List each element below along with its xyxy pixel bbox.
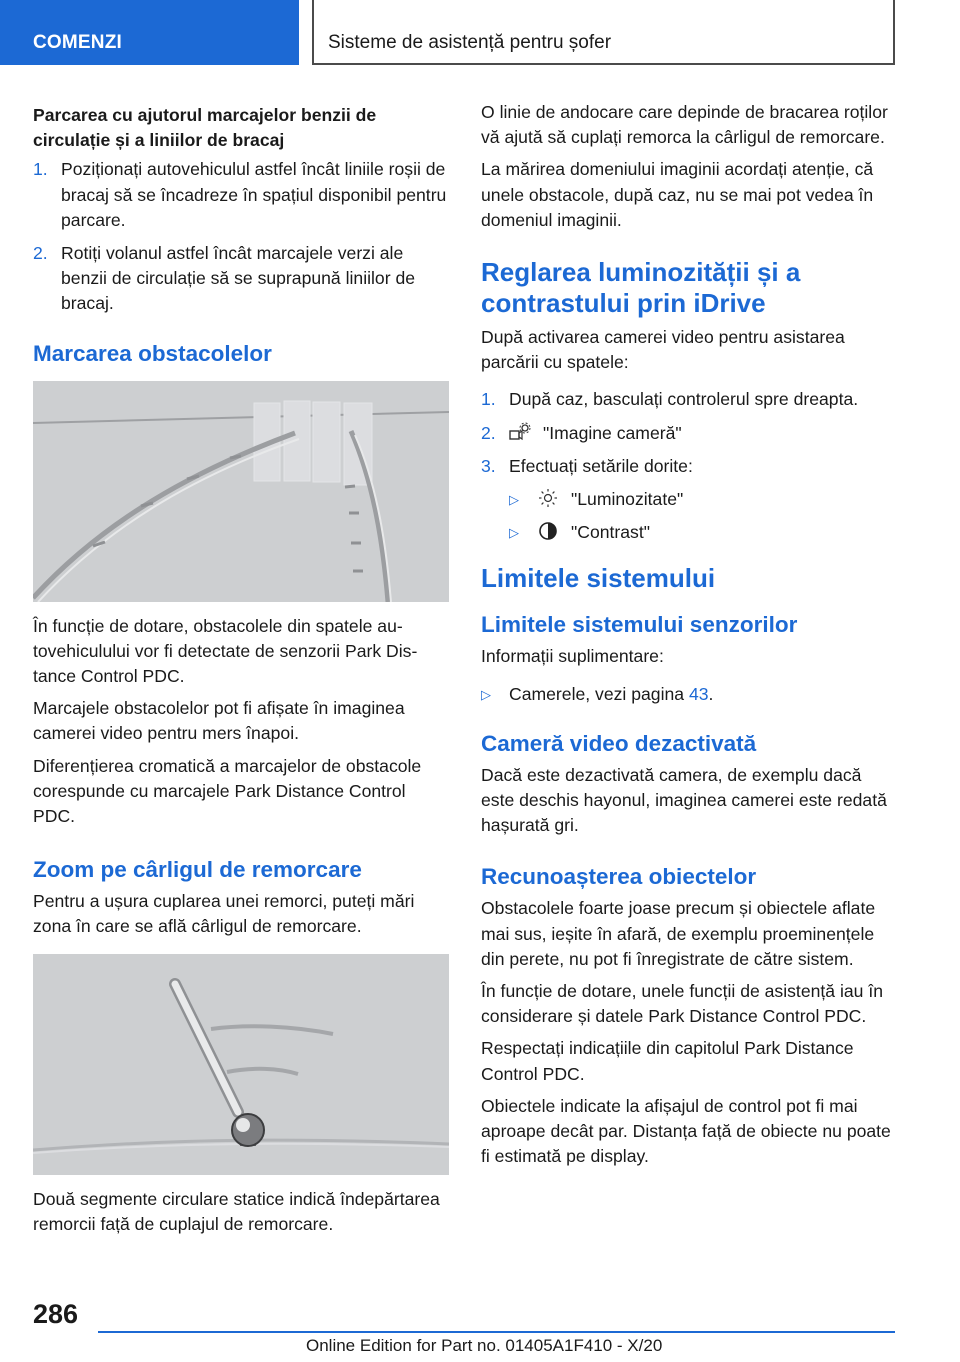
right-column	[481, 100, 897, 1176]
bullet-text: Camerele, vezi pagina	[509, 683, 689, 704]
obstacle-paragraph-2: Marcajele obstacolelor pot fi afișate în imaginea camerei video pentru mers înapoi.	[33, 698, 405, 744]
footer-edition: Online Edition for Part no. 01405A1F410 - X/20	[306, 1336, 663, 1355]
hitch-zoom-paragraph: Pentru a ușura cuplarea unei remorci, puteți mări zona în care se află cârligul de remorcare.	[33, 891, 415, 937]
step-text: Poziționați autovehiculul astfel încât liniile roșii de bracaj să se încadreze în spațiul disponibil pentru parcare.	[61, 159, 447, 230]
left-column	[33, 103, 449, 1244]
bullet-triangle-icon: ▷	[509, 492, 519, 508]
section-title: Sisteme de asistență pentru șofer	[312, 0, 895, 65]
step-text: "Imagine cameră"	[543, 422, 682, 443]
brightness-contrast-heading: Reglarea luminozității și a contrastului prin iDrive	[481, 257, 801, 319]
obstacle-marking-figure	[33, 381, 449, 602]
list-item	[481, 682, 897, 707]
step-item	[481, 387, 897, 412]
step-text: După caz, basculați controlerul spre dreapta.	[509, 389, 859, 410]
step-item	[33, 241, 449, 317]
step-number: 1.	[33, 159, 48, 180]
obstacle-marking-heading: Marcarea obstacolelor	[33, 340, 272, 366]
parking-steps	[33, 157, 449, 316]
bullet-period: .	[708, 683, 714, 704]
object-recognition-paragraph-2: În funcție de dotare, unele funcții de asistență iau în considerare și datele Park Distance Control PDC.	[481, 981, 883, 1027]
obstacle-paragraph-3: Diferențierea cromatică a marcajelor de obstacole corespunde cu marcajele Park Distance Control PDC.	[33, 755, 422, 827]
option-brightness[interactable]	[509, 487, 897, 512]
camera-settings-icon	[509, 422, 531, 442]
chapter-tab[interactable]: COMENZI	[0, 0, 299, 65]
hitch-segments-paragraph: Două segmente circulare statice indică îndepărtarea remorcii față de cuplajul de remorcare.	[33, 1188, 440, 1234]
option-contrast[interactable]	[509, 520, 897, 545]
footer-divider	[98, 1331, 895, 1333]
bullet-triangle-icon: ▷	[481, 686, 491, 702]
camera-disabled-heading: Cameră video dezactivată	[481, 730, 757, 756]
object-recognition-heading: Recunoașterea obiectelor	[481, 864, 757, 890]
hitch-zoom-heading: Zoom pe cârligul de remorcare	[33, 857, 362, 883]
brightness-intro: După activarea camerei video pentru asistarea parcării cu spatele:	[481, 327, 845, 373]
option-label: "Contrast"	[571, 522, 650, 543]
hitch-illustration	[33, 954, 449, 1175]
object-recognition-paragraph-4: Obiectele indicate la afișajul de control pot fi mai aproape decât par. Distanța față de obiecte nu poate fi estimată pe display.	[481, 1095, 891, 1167]
zoom-warning-paragraph: La mărirea domeniului imaginii acordați atenție, că unele obstacole, după caz, nu se mai pot vedea în domeniul imaginii.	[481, 159, 874, 230]
step-item	[481, 421, 897, 446]
system-limits-heading: Limitele sistemului	[481, 563, 716, 594]
obstacle-paragraph-1: În funcție de dotare, obstacolele din spatele autovehiculului vor fi detectate de senzorii Park Distance Control PDC.	[33, 615, 418, 687]
option-label: "Luminozitate"	[571, 489, 684, 510]
object-recognition-paragraph-1: Obstacolele foarte joase precum și obiectele aflate mai sus, ieșite în afară, de exemplu proeminențele din perete, nu pot fi înregistrate de către sistem.	[481, 898, 876, 969]
obstacle-lines-illustration	[33, 381, 449, 602]
step-text: Rotiți volanul astfel încât marcajele verzi ale benzii de circulație să se suprapună liniilor de bracaj.	[61, 243, 416, 314]
brightness-icon	[537, 488, 559, 508]
step-number: 1.	[481, 389, 496, 410]
idrive-steps	[481, 387, 897, 479]
docking-line-paragraph: O linie de andocare care depinde de bracarea roților vă ajută să cuplați remorca la cârligul de remorcare.	[481, 102, 888, 148]
object-recognition-paragraph-3: Respectați indicațiile din capitolul Park Distance Control PDC.	[481, 1038, 854, 1084]
step-item	[33, 157, 449, 233]
sensor-limits-heading: Limitele sistemului senzorilor	[481, 612, 798, 638]
bullet-triangle-icon: ▷	[509, 525, 519, 541]
step-number: 2.	[33, 243, 48, 264]
step-item	[481, 454, 897, 479]
step-number: 3.	[481, 455, 496, 476]
parking-guidance-title: Parcarea cu ajutorul marcajelor benzii de circulație și a liniilor de bracaj	[33, 105, 377, 151]
step-text: Efectuați setările dorite:	[509, 455, 693, 476]
hitch-zoom-figure	[33, 954, 449, 1175]
sensor-limits-intro: Informații suplimentare:	[481, 646, 664, 667]
step-number: 2.	[481, 422, 496, 443]
camera-disabled-paragraph: Dacă este dezactivată camera, de exemplu dacă este deschis hayonul, imaginea camerei este redată hașurată gri.	[481, 764, 887, 836]
settings-options	[509, 487, 897, 545]
sensor-limits-list	[481, 682, 897, 707]
contrast-icon	[537, 521, 559, 541]
page-link[interactable]: 43	[688, 683, 709, 704]
page-number: 286	[33, 1299, 79, 1329]
